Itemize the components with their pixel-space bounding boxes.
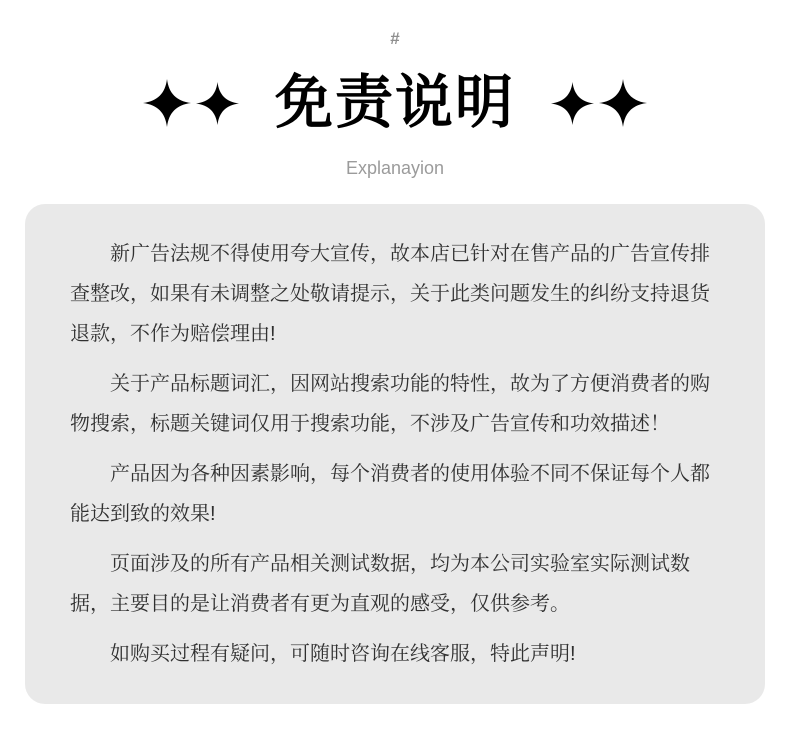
disclaimer-paragraph: 页面涉及的所有产品相关测试数据，均为本公司实验室实际测试数据，主要目的是让消费者有更为直观的感受，仅供参考。 bbox=[70, 553, 690, 615]
hash-mark: # bbox=[390, 29, 400, 48]
disclaimer-paragraph: 关于产品标题词汇，因网站搜索功能的特性，故为了方便消费者的购物搜索，标题关键词仅用于搜索功能，不涉及广告宣传和功效描述！ bbox=[70, 373, 710, 435]
sparkle-group-right bbox=[551, 79, 647, 127]
disclaimer-paragraph: 如购买过程有疑问，可随时咨询在线客服，特此声明! bbox=[110, 643, 576, 665]
page-subtitle: Explanayion bbox=[345, 158, 445, 178]
disclaimer-paragraph: 产品因为各种因素影响，每个消费者的使用体验不同不保证每个人都能达到致的效果! bbox=[70, 463, 710, 525]
sparkle-group-left bbox=[143, 79, 239, 127]
sparkle-icon bbox=[599, 79, 647, 127]
sparkle-icon bbox=[551, 82, 594, 125]
sparkle-icon bbox=[196, 82, 239, 125]
page-title: 免责说明 bbox=[274, 70, 515, 135]
disclaimer-paragraph: 新广告法规不得使用夸大宣传，故本店已针对在售产品的广告宣传排查整改，如果有未调整之处敬请提示，关于此类问题发生的纠纷支持退货退款，不作为赔偿理由! bbox=[70, 243, 710, 345]
title-row bbox=[143, 72, 647, 134]
disclaimer-panel bbox=[25, 204, 765, 704]
sparkle-icon bbox=[143, 79, 191, 127]
disclaimer-paragraphs bbox=[70, 234, 720, 674]
